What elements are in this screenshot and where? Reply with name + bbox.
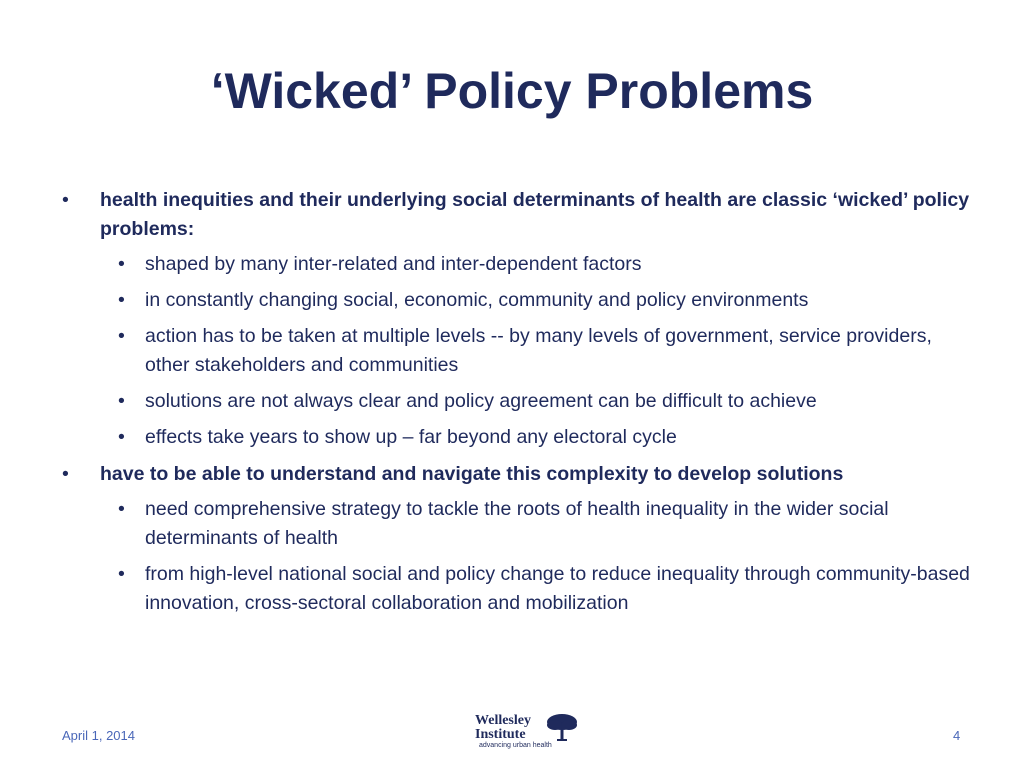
sub-bullet-text: shaped by many inter-related and inter-dependent factors bbox=[145, 253, 642, 275]
bullet-item-1 bbox=[62, 186, 972, 452]
sub-bullet-item bbox=[100, 423, 972, 452]
logo-wordmark bbox=[475, 714, 531, 742]
sub-bullet-text: in constantly changing social, economic, community and policy environments bbox=[145, 289, 809, 311]
sub-bullet-item bbox=[100, 250, 972, 279]
bullet-text: have to be able to understand and navigate this complexity to develop solutions bbox=[100, 463, 844, 485]
logo-line-2: Institute bbox=[475, 727, 526, 742]
sub-bullet-text: effects take years to show up – far beyond any electoral cycle bbox=[145, 426, 677, 448]
bullet-item-2 bbox=[62, 460, 972, 618]
wellesley-institute-logo bbox=[475, 712, 579, 760]
bullet-icon: • bbox=[62, 463, 69, 485]
slide-content bbox=[62, 186, 972, 626]
page-number: 4 bbox=[953, 728, 961, 743]
logo-tagline: advancing urban health bbox=[479, 742, 552, 749]
bullet-icon: • bbox=[118, 390, 125, 412]
bullet-icon: • bbox=[118, 289, 125, 311]
sub-bullet-text: action has to be taken at multiple levels -- by many levels of government, service providers, other stakeholders and communities bbox=[145, 325, 932, 376]
bullet-text: health inequities and their underlying social determinants of health are classic ‘wicked’ policy problems: bbox=[100, 189, 970, 240]
footer-date: April 1, 2014 bbox=[62, 728, 135, 743]
sub-bullet-text: solutions are not always clear and policy agreement can be difficult to achieve bbox=[145, 390, 817, 412]
bullet-icon: • bbox=[118, 563, 125, 585]
sub-bullet-list bbox=[100, 495, 972, 618]
sub-bullet-item bbox=[100, 387, 972, 416]
logo-line-1: Wellesley bbox=[475, 713, 531, 728]
tree-icon bbox=[545, 712, 579, 742]
bullet-icon: • bbox=[118, 426, 125, 448]
sub-bullet-list bbox=[100, 250, 972, 452]
sub-bullet-text: from high-level national social and policy change to reduce inequality through community-based innovation, cross-sectoral collaboration and mobilization bbox=[145, 563, 970, 614]
bullet-icon: • bbox=[118, 325, 125, 347]
sub-bullet-item bbox=[100, 560, 972, 618]
sub-bullet-item bbox=[100, 322, 972, 380]
bullet-list bbox=[62, 186, 972, 618]
sub-bullet-item bbox=[100, 286, 972, 315]
bullet-icon: • bbox=[62, 189, 69, 211]
slide-title: ‘Wicked’ Policy Problems bbox=[210, 63, 814, 119]
bullet-icon: • bbox=[118, 498, 125, 520]
sub-bullet-text: need comprehensive strategy to tackle the roots of health inequality in the wider social determinants of health bbox=[145, 498, 889, 549]
sub-bullet-item bbox=[100, 495, 972, 553]
bullet-icon: • bbox=[118, 253, 125, 275]
